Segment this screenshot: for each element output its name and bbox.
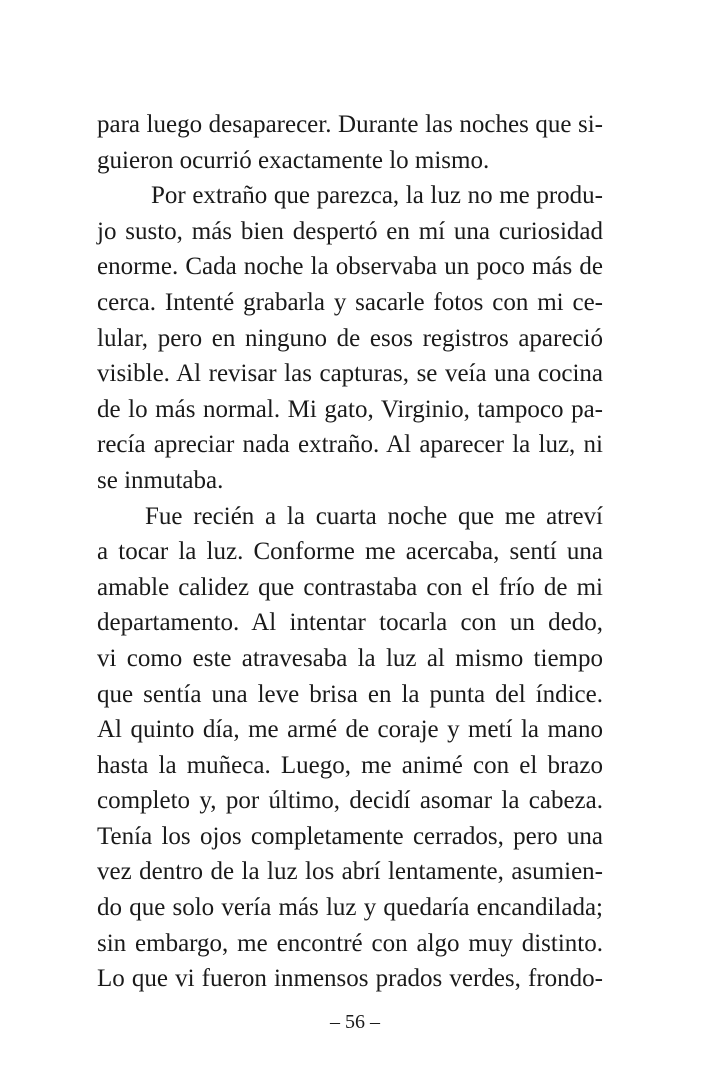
text-line: a tocar la luz. Conforme me acercaba, sentí una	[97, 538, 603, 566]
text-line: completo y, por último, decidí asomar la cabeza.	[97, 787, 603, 815]
text-line: do que solo vería más luz y quedaría encandilada;	[97, 894, 603, 922]
text-line: vez dentro de la luz los abrí lentamente, asumien-	[97, 858, 603, 886]
text-line: jo susto, más bien despertó en mí una curiosidad	[97, 217, 603, 245]
text-line: guieron ocurrió exactamente lo mismo.	[97, 146, 490, 174]
text-line: se inmutaba.	[97, 466, 224, 494]
text-line: vi como este atravesaba la luz al mismo tiempo	[97, 644, 603, 672]
text-line: Lo que vi fueron inmensos prados verdes, frondo-	[97, 965, 603, 993]
body-text	[97, 107, 603, 997]
text-line: Por extraño que parezca, la luz no me produ-	[151, 182, 603, 210]
page-number: – 56 –	[330, 1011, 380, 1033]
text-line: sin embargo, me encontré con algo muy distinto.	[97, 929, 603, 957]
text-line: enorme. Cada noche la observaba un poco más de	[97, 253, 603, 281]
text-line: lular, pero en ninguno de esos registros apareció	[97, 324, 603, 352]
text-line: visible. Al revisar las capturas, se veía una cocina	[97, 360, 603, 388]
text-line: Tenía los ojos completamente cerrados, pero una	[97, 822, 603, 850]
text-line: cerca. Intenté grabarla y sacarle fotos con mi ce-	[97, 288, 603, 316]
text-line: Fue recién a la cuarta noche que me atreví	[145, 502, 603, 530]
text-line: de lo más normal. Mi gato, Virginio, tampoco pa-	[97, 395, 603, 423]
text-line: Al quinto día, me armé de coraje y metí la mano	[97, 716, 603, 744]
text-line: que sentía una leve brisa en la punta del índice.	[97, 680, 603, 708]
text-line: amable calidez que contrastaba con el frío de mi	[97, 573, 603, 601]
text-line: recía apreciar nada extraño. Al aparecer la luz, ni	[97, 431, 603, 459]
text-line: departamento. Al intentar tocarla con un dedo,	[97, 609, 603, 637]
text-line: hasta la muñeca. Luego, me animé con el brazo	[97, 751, 603, 779]
text-line: para luego desaparecer. Durante las noches que si-	[97, 111, 603, 138]
